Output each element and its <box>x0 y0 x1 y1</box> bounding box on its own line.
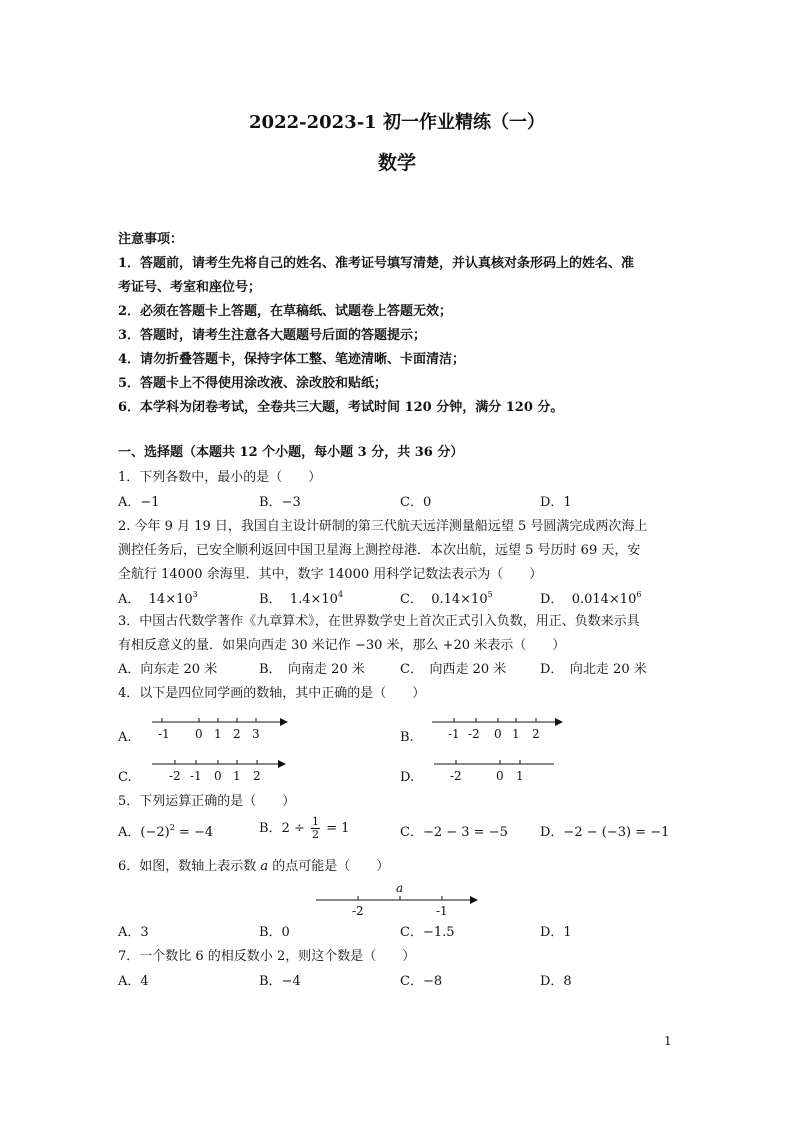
q1-option-c: C．0 <box>400 495 432 510</box>
q4-axis-c <box>150 756 290 786</box>
notice-item: 考证号、考室和座位号； <box>118 280 262 295</box>
question-3-line: 有相反意义的量．如果向西走 30 米记作 −30 米，那么 +20 米表示（ ） <box>118 638 566 653</box>
notice-item: 2．必须在答题卡上答题，在草稿纸、试题卷上答题无效； <box>118 304 453 319</box>
axis-tick-label: -1 <box>436 904 448 918</box>
question-4-stem: 4．以下是四位同学画的数轴，其中正确的是（ ） <box>118 686 426 701</box>
q4-axis-a <box>150 714 290 744</box>
q7-option-a: A．4 <box>118 974 149 989</box>
q2-option-c: C． $0.14\times 10^5$ <box>400 590 493 607</box>
q1-option-d: D．1 <box>540 495 572 510</box>
q3-option-b: B． 向南走 20 米 <box>259 662 365 677</box>
notice-item: 4．请勿折叠答题卡，保持字体工整、笔迹清晰、卡面清洁； <box>118 352 466 367</box>
q4-label-c: C. <box>118 770 132 785</box>
axis-tick-label: -2 <box>468 727 480 741</box>
axis-tick-label: 1 <box>512 727 520 741</box>
q5-option-c: C．−2 − 3 = −5 <box>400 825 508 840</box>
section-heading: 一、选择题（本题共 12 个小题，每小题 3 分，共 36 分） <box>118 445 464 460</box>
question-2-line: 2. 今年 9 月 19 日，我国自主设计研制的第三代航天远洋测量船远望 5 号圆满完成两次海上 <box>118 519 648 534</box>
q2-option-a: A． $14\times 10^3$ <box>118 590 198 607</box>
q6-option-a: A．3 <box>118 925 149 940</box>
question-1-stem: 1．下列各数中，最小的是（ ） <box>118 470 322 485</box>
q6-number-line <box>312 880 487 920</box>
question-5-stem: 5．下列运算正确的是（ ） <box>118 794 296 809</box>
q7-option-d: D．8 <box>540 974 572 989</box>
axis-tick-label: -1 <box>190 769 202 783</box>
axis-tick-label: 2 <box>253 769 261 783</box>
page-title: 2022-2023-1 初一作业精练（一） <box>249 112 545 133</box>
q4-label-a: A. <box>118 730 132 745</box>
fraction: $\frac{1}{2}$ <box>312 815 319 841</box>
axis-tick-label: 0 <box>195 727 203 741</box>
q1-option-b: B．−3 <box>259 495 301 510</box>
q3-option-d: D． 向北走 20 米 <box>540 662 647 677</box>
notice-item: 5．答题卡上不得使用涂改液、涂改胶和贴纸； <box>118 376 388 391</box>
q4-axis-b <box>430 714 570 744</box>
axis-tick-label: -2 <box>169 769 181 783</box>
axis-tick-label: 3 <box>252 727 260 741</box>
axis-tick-label: 1 <box>214 727 222 741</box>
q3-option-c: C． 向西走 20 米 <box>400 662 507 677</box>
page-number: 1 <box>664 1034 672 1048</box>
axis-tick-label: 0 <box>494 727 502 741</box>
q2-option-b: B． $1.4\times 10^4$ <box>259 590 344 607</box>
notice-heading: 注意事项： <box>118 232 184 247</box>
axis-tick-label: -1 <box>448 727 460 741</box>
question-6-stem: 6．如图，数轴上表示数 a 的点可能是（ ） <box>118 859 390 874</box>
axis-tick-label: -1 <box>158 727 170 741</box>
q5-option-b: B．2 ÷ $\frac{1}{2}$ = 1 <box>259 815 350 841</box>
q4-axis-d <box>430 756 570 786</box>
notice-item: 6．本学科为闭卷考试，全卷共三大题，考试时间 120 分钟，满分 120 分。 <box>118 400 564 415</box>
question-3-line: 3．中国古代数学著作《九章算术》，在世界数学史上首次正式引入负数，用正、负数来示具 <box>118 614 640 629</box>
notice-item: 3．答题时，请考生注意各大题题号后面的答题提示； <box>118 328 427 343</box>
q7-option-b: B．−4 <box>259 974 301 989</box>
axis-tick-label: 1 <box>233 769 241 783</box>
question-2-line: 全航行 14000 余海里．其中，数字 14000 用科学记数法表示为（ ） <box>118 567 543 582</box>
q6-option-c: C．−1.5 <box>400 925 455 940</box>
axis-tick-label: 0 <box>214 769 222 783</box>
q2-option-d: D． $0.014\times 10^6$ <box>540 590 642 607</box>
q7-option-c: C．−8 <box>400 974 443 989</box>
axis-tick-label: 1 <box>516 769 524 783</box>
q6-option-b: B．0 <box>259 925 290 940</box>
subject-title: 数学 <box>377 152 416 174</box>
question-7-stem: 7．一个数比 6 的相反数小 2，则这个数是（ ） <box>118 949 416 964</box>
q5-option-d: D．−2 − (−3) = −1 <box>540 825 670 840</box>
axis-point-label: a <box>396 881 404 895</box>
q4-label-b: B. <box>400 730 414 745</box>
axis-tick-label: -2 <box>352 904 364 918</box>
question-2-line: 测控任务后，已安全顺利返回中国卫星海上测控母港．本次出航，远望 5 号历时 69 天，安 <box>118 543 641 558</box>
axis-tick-label: 0 <box>496 769 504 783</box>
q3-option-a: A．向东走 20 米 <box>118 662 218 677</box>
q6-option-d: D．1 <box>540 925 572 940</box>
q5-option-a: A．$(-2)^2 = -4$ <box>118 823 214 840</box>
axis-tick-label: -2 <box>450 769 462 783</box>
axis-tick-label: 2 <box>233 727 241 741</box>
q4-label-d: D. <box>400 770 415 785</box>
q1-option-a: A．−1 <box>118 495 160 510</box>
axis-tick-label: 2 <box>532 727 540 741</box>
notice-item: 1．答题前，请考生先将自己的姓名、准考证号填写清楚，并认真核对条形码上的姓名、准 <box>118 256 635 271</box>
